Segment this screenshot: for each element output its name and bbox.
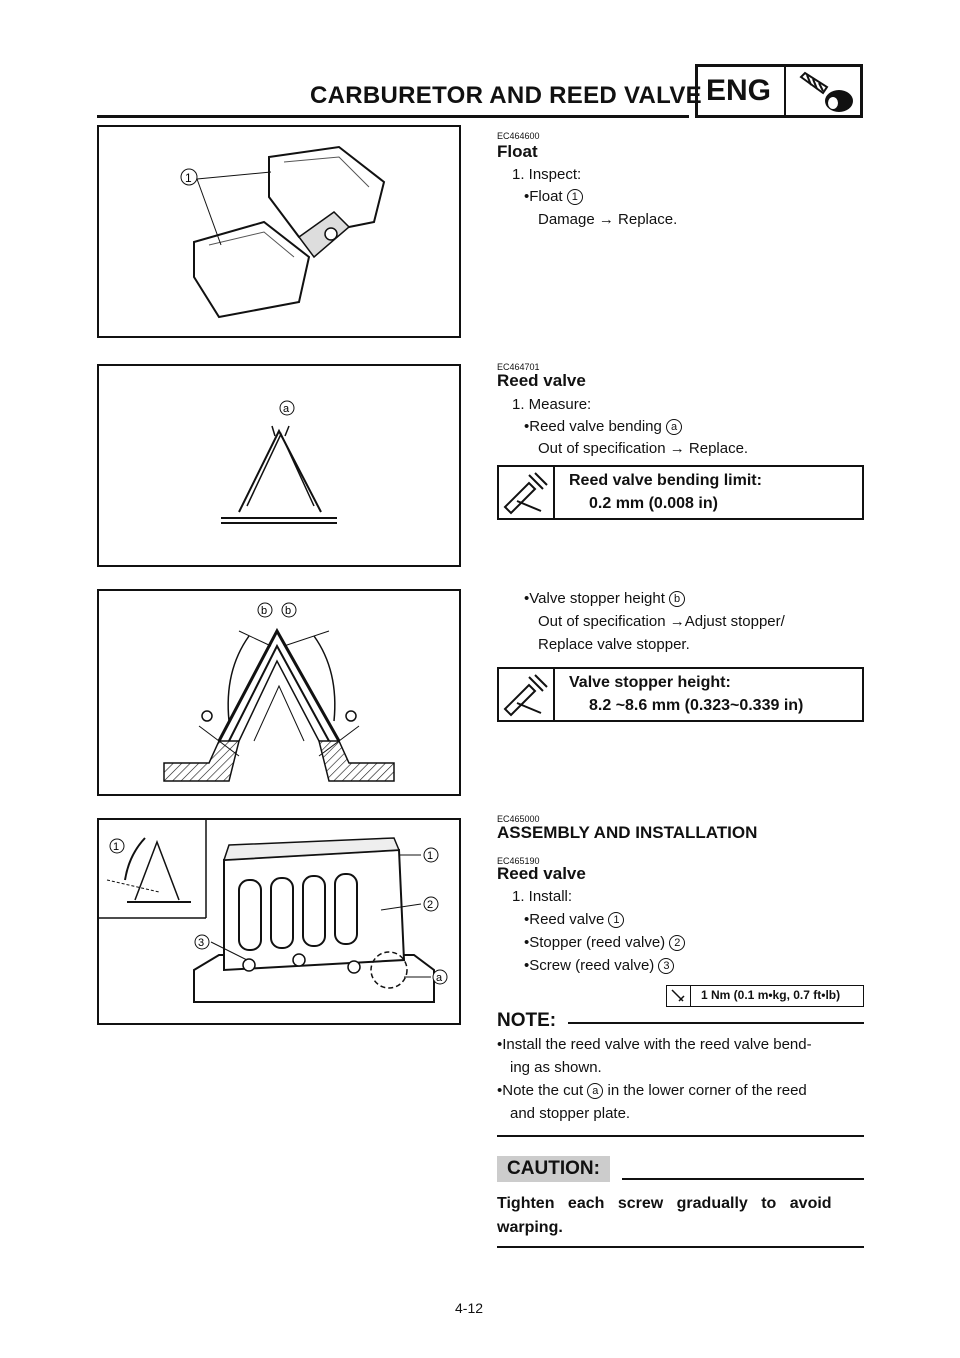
assembly-sub-heading: Reed valve bbox=[497, 864, 586, 883]
float-illustration bbox=[99, 127, 459, 336]
assembly-callout-3: 3 bbox=[198, 937, 205, 949]
ref-marker: 1 bbox=[608, 912, 624, 928]
note-rule-bottom bbox=[497, 1135, 864, 1137]
stopper-callout-right: b bbox=[285, 605, 292, 617]
stopper-height-illustration bbox=[99, 591, 459, 794]
section-tab bbox=[695, 64, 863, 118]
caution-line-1: Tighten each screw gradually to avoid bbox=[497, 1195, 832, 1212]
page-title: CARBURETOR AND REED VALVE bbox=[310, 82, 702, 109]
header-rule bbox=[97, 115, 689, 118]
section-label: ENG bbox=[706, 74, 772, 107]
assembly-callout-2: 2 bbox=[427, 899, 434, 911]
note-line-1: •Install the reed valve with the reed valve bend- bbox=[497, 1036, 812, 1053]
float-code: EC464600 bbox=[497, 131, 540, 141]
ref-marker: 2 bbox=[669, 935, 685, 951]
float-step: 1. Inspect: bbox=[512, 166, 582, 183]
assembly-illustration bbox=[99, 820, 459, 1023]
spec-bending-title: Reed valve bending limit: bbox=[569, 472, 762, 489]
assembly-code: EC465000 bbox=[497, 814, 540, 824]
assembly-heading: ASSEMBLY AND INSTALLATION bbox=[497, 823, 758, 842]
note-label: NOTE: bbox=[497, 1010, 557, 1031]
spec-bending-value: 0.2 mm (0.008 in) bbox=[589, 495, 718, 512]
page-number: 4-12 bbox=[455, 1300, 484, 1316]
reed-code: EC464701 bbox=[497, 362, 540, 372]
torque-box bbox=[666, 985, 864, 1007]
reed-step: 1. Measure: bbox=[512, 396, 592, 413]
ref-marker: a bbox=[587, 1083, 603, 1099]
spec-stopper-value: 8.2 ~8.6 mm (0.323~0.339 in) bbox=[589, 697, 804, 714]
assembly-callout-a: a bbox=[436, 972, 443, 984]
torque-wrench-icon bbox=[667, 986, 691, 1006]
reed-item2-action2: Replace valve stopper. bbox=[538, 636, 690, 653]
caution-label: CAUTION: bbox=[497, 1156, 610, 1182]
caution-rule-bottom bbox=[497, 1246, 864, 1248]
ref-marker: 1 bbox=[567, 189, 583, 205]
ref-marker: 3 bbox=[658, 958, 674, 974]
ref-marker: a bbox=[666, 419, 682, 435]
caliper-icon bbox=[499, 669, 555, 720]
caution-line-2: warping. bbox=[497, 1219, 563, 1236]
assembly-sub-code: EC465190 bbox=[497, 856, 540, 866]
assembly-figure bbox=[97, 818, 461, 1025]
reed-bending-callout: a bbox=[283, 403, 290, 415]
reed-item1: •Reed valve bending a bbox=[524, 416, 682, 438]
float-item: •Float 1 bbox=[524, 186, 583, 208]
ref-marker: b bbox=[669, 591, 685, 607]
reed-bending-illustration bbox=[99, 366, 459, 565]
note-line-2: ing as shown. bbox=[510, 1059, 602, 1076]
assembly-item-3: •Screw (reed valve) 3 bbox=[524, 955, 674, 977]
stopper-callout-left: b bbox=[261, 605, 268, 617]
engine-bolt-icon bbox=[793, 71, 859, 115]
note-rule-top bbox=[568, 1022, 864, 1024]
section-divider bbox=[784, 67, 786, 115]
float-figure bbox=[97, 125, 461, 338]
assembly-step: 1. Install: bbox=[512, 888, 573, 905]
assembly-callout-1b: 1 bbox=[427, 850, 434, 862]
note-line-3: •Note the cut a in the lower corner of the reed bbox=[497, 1082, 807, 1099]
note-line-4: and stopper plate. bbox=[510, 1105, 631, 1122]
spec-box-bending bbox=[497, 465, 864, 520]
assembly-item-1: •Reed valve 1 bbox=[524, 909, 624, 931]
assembly-callout-1a: 1 bbox=[113, 841, 120, 853]
spec-box-stopper bbox=[497, 667, 864, 722]
float-action: Damage → Replace. bbox=[538, 211, 678, 228]
caution-text bbox=[497, 1192, 864, 1240]
stopper-height-figure bbox=[97, 589, 461, 796]
float-heading: Float bbox=[497, 142, 538, 161]
torque-value: 1 Nm (0.1 m•kg, 0.7 ft•lb) bbox=[701, 988, 841, 1002]
spec-stopper-title: Valve stopper height: bbox=[569, 674, 731, 691]
reed-bending-figure bbox=[97, 364, 461, 567]
float-callout: 1 bbox=[185, 171, 192, 185]
reed-item2-action1: Out of specification →Adjust stopper/ bbox=[538, 613, 785, 630]
reed-heading: Reed valve bbox=[497, 371, 586, 390]
reed-item1-action: Out of specification → Replace. bbox=[538, 440, 749, 457]
reed-item2: •Valve stopper height b bbox=[524, 588, 685, 610]
assembly-item-2: •Stopper (reed valve) 2 bbox=[524, 932, 685, 954]
caliper-icon bbox=[499, 467, 555, 518]
caution-rule-top bbox=[622, 1178, 864, 1180]
